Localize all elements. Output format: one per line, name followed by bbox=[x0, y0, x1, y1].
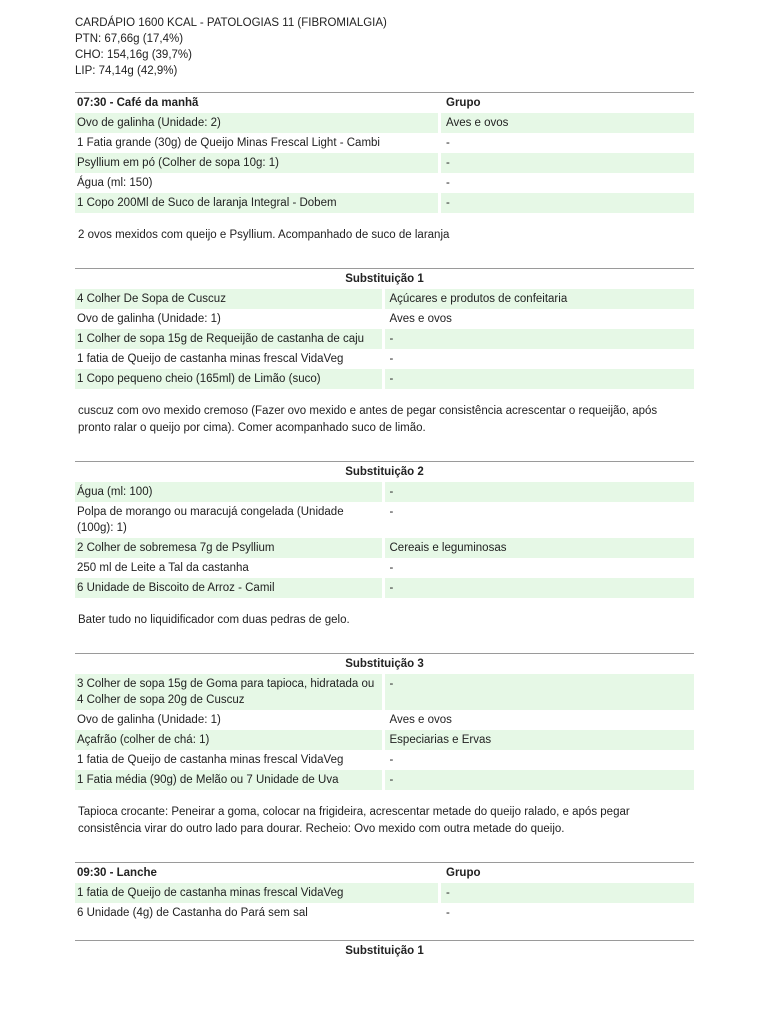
food-item: 1 Fatia média (90g) de Melão ou 7 Unidade de Uva bbox=[75, 770, 385, 790]
food-group: - bbox=[441, 133, 694, 153]
food-group: Especiarias e Ervas bbox=[385, 730, 695, 750]
food-group: - bbox=[441, 193, 694, 213]
food-group: - bbox=[385, 502, 695, 538]
food-item: Psyllium em pó (Colher de sopa 10g: 1) bbox=[75, 153, 441, 173]
food-item: 1 fatia de Queijo de castanha minas frescal VidaVeg bbox=[75, 349, 385, 369]
table-row bbox=[75, 369, 694, 389]
food-item: 1 fatia de Queijo de castanha minas frescal VidaVeg bbox=[75, 883, 441, 903]
substitution-section-3 bbox=[75, 653, 694, 838]
preparation-note: cuscuz com ovo mexido cremoso (Fazer ovo mexido e antes de pegar consistência acrescentar o requeijão, após pronto ralar o queijo por cima). Comer acompanhado suco de limão. bbox=[78, 405, 658, 434]
meal-table bbox=[75, 462, 694, 598]
preparation-note: Bater tudo no liquidificador com duas pedras de gelo. bbox=[78, 614, 350, 626]
meal-title: 09:30 - Lanche bbox=[77, 867, 157, 879]
food-item: Açafrão (colher de chá: 1) bbox=[75, 730, 385, 750]
food-item: Ovo de galinha (Unidade: 2) bbox=[75, 113, 441, 133]
meal-table bbox=[75, 93, 694, 213]
meal-section-breakfast bbox=[75, 92, 694, 244]
food-item: 2 Colher de sobremesa 7g de Psyllium bbox=[75, 538, 385, 558]
protein-summary: PTN: 67,66g (17,4%) bbox=[75, 33, 184, 45]
food-group: - bbox=[385, 770, 695, 790]
table-row bbox=[75, 153, 694, 173]
document-title: CARDÁPIO 1600 KCAL - PATOLOGIAS 11 (FIBROMIALGIA) bbox=[75, 17, 387, 29]
meal-plan-page bbox=[75, 15, 694, 961]
substitution-title: Substituição 3 bbox=[345, 658, 424, 670]
food-group: - bbox=[385, 578, 695, 598]
table-row bbox=[75, 173, 694, 193]
table-row bbox=[75, 329, 694, 349]
table-row bbox=[75, 674, 694, 710]
food-item: 250 ml de Leite a Tal da castanha bbox=[75, 558, 385, 578]
food-item: 6 Unidade de Biscoito de Arroz - Camil bbox=[75, 578, 385, 598]
food-group: - bbox=[385, 349, 695, 369]
food-item: 6 Unidade (4g) de Castanha do Pará sem sal bbox=[75, 903, 441, 923]
food-group: Açúcares e produtos de confeitaria bbox=[385, 289, 695, 309]
table-row bbox=[75, 883, 694, 903]
table-row bbox=[75, 309, 694, 329]
food-item: Água (ml: 100) bbox=[75, 482, 385, 502]
food-item: 3 Colher de sopa 15g de Goma para tapioca, hidratada ou 4 Colher de sopa 20g de Cuscuz bbox=[75, 674, 385, 710]
food-group: - bbox=[441, 903, 694, 923]
food-item: Água (ml: 150) bbox=[75, 173, 441, 193]
substitution-header-row bbox=[75, 941, 694, 961]
preparation-note: 2 ovos mexidos com queijo e Psyllium. Acompanhado de suco de laranja bbox=[78, 229, 450, 241]
food-item: Polpa de morango ou maracujá congelada (Unidade (100g): 1) bbox=[75, 502, 385, 538]
food-group: - bbox=[385, 750, 695, 770]
food-item: 1 Colher de sopa 15g de Requeijão de castanha de caju bbox=[75, 329, 385, 349]
meal-header-row bbox=[75, 93, 694, 113]
document-header bbox=[75, 15, 694, 79]
meal-table bbox=[75, 269, 694, 389]
preparation-note: Tapioca crocante: Peneirar a goma, colocar na frigideira, acrescentar metade do queijo ralado, e após pegar consistência virar do outro lado para dourar. Recheio: Ovo mexido com outra metade do queijo. bbox=[78, 806, 630, 835]
carb-summary: CHO: 154,16g (39,7%) bbox=[75, 49, 192, 61]
food-group: - bbox=[385, 558, 695, 578]
substitution-title: Substituição 2 bbox=[345, 466, 424, 478]
food-item: 1 fatia de Queijo de castanha minas frescal VidaVeg bbox=[75, 750, 385, 770]
table-row bbox=[75, 558, 694, 578]
meal-table bbox=[75, 941, 694, 961]
meal-title: 07:30 - Café da manhã bbox=[77, 97, 199, 109]
food-group: - bbox=[385, 482, 695, 502]
table-row bbox=[75, 730, 694, 750]
table-row bbox=[75, 113, 694, 133]
food-group: - bbox=[385, 674, 695, 710]
food-group: - bbox=[385, 369, 695, 389]
substitution-header-row bbox=[75, 654, 694, 674]
substitution-header-row bbox=[75, 269, 694, 289]
food-item: Ovo de galinha (Unidade: 1) bbox=[75, 309, 385, 329]
food-item: Ovo de galinha (Unidade: 1) bbox=[75, 710, 385, 730]
table-row bbox=[75, 133, 694, 153]
food-group: Aves e ovos bbox=[385, 710, 695, 730]
food-item: 1 Copo 200Ml de Suco de laranja Integral - Dobem bbox=[75, 193, 441, 213]
food-group: Aves e ovos bbox=[385, 309, 695, 329]
substitution-header-row bbox=[75, 462, 694, 482]
table-row bbox=[75, 502, 694, 538]
food-item: 1 Fatia grande (30g) de Queijo Minas Frescal Light - Cambi bbox=[75, 133, 441, 153]
table-row bbox=[75, 750, 694, 770]
meal-table bbox=[75, 654, 694, 790]
food-group: - bbox=[441, 153, 694, 173]
table-row bbox=[75, 482, 694, 502]
meal-header-row bbox=[75, 863, 694, 883]
substitution-section-1 bbox=[75, 268, 694, 437]
food-group: - bbox=[441, 173, 694, 193]
food-group: Cereais e leguminosas bbox=[385, 538, 695, 558]
table-row bbox=[75, 193, 694, 213]
table-row bbox=[75, 538, 694, 558]
table-row bbox=[75, 770, 694, 790]
group-column-header: Grupo bbox=[446, 867, 481, 879]
substitution-section-2 bbox=[75, 461, 694, 629]
food-item: 1 Copo pequeno cheio (165ml) de Limão (suco) bbox=[75, 369, 385, 389]
table-row bbox=[75, 289, 694, 309]
meal-section-snack bbox=[75, 862, 694, 923]
substitution-title: Substituição 1 bbox=[345, 945, 424, 957]
substitution-section-snack-1 bbox=[75, 940, 694, 961]
substitution-title: Substituição 1 bbox=[345, 273, 424, 285]
table-row bbox=[75, 578, 694, 598]
food-group: - bbox=[441, 883, 694, 903]
group-column-header: Grupo bbox=[446, 97, 481, 109]
table-row bbox=[75, 710, 694, 730]
food-group: Aves e ovos bbox=[441, 113, 694, 133]
food-item: 4 Colher De Sopa de Cuscuz bbox=[75, 289, 385, 309]
food-group: - bbox=[385, 329, 695, 349]
table-row bbox=[75, 349, 694, 369]
fat-summary: LIP: 74,14g (42,9%) bbox=[75, 65, 178, 77]
table-row bbox=[75, 903, 694, 923]
meal-table bbox=[75, 863, 694, 923]
